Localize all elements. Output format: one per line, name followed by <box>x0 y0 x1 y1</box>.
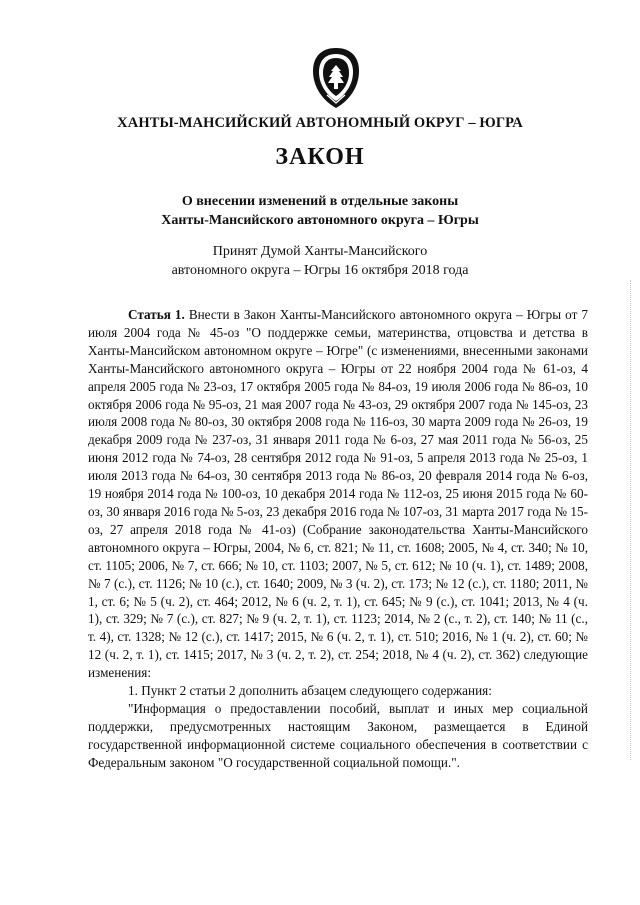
document-type-title: ЗАКОН <box>275 144 365 170</box>
adoption-line-2: автономного округа – Югры 16 октября 2018 года <box>171 263 469 278</box>
region-heading: ХАНТЫ-МАНСИЙСКИЙ АВТОНОМНЫЙ ОКРУГ – ЮГРА <box>117 115 523 131</box>
item-1-paragraph: 1. Пункт 2 статьи 2 дополнить абзацем следующего содержания: <box>128 683 492 699</box>
quoted-paragraph: "Информация о предоставлении пособий, выплат и иных мер социальной поддержки, предусмотренных настоящим Законом, размещается в Единой государственной информационной системе социального обеспечения в соответствии с Федеральным законом "О государственной социальной помощи.". <box>88 700 588 770</box>
law-subject-line-1: О внесении изменений в отдельные законы <box>181 194 459 209</box>
article-text: Внести в Закон Ханты-Мансийского автономного округа – Югры от 7 июля 2004 года № 45-оз "О поддержке семьи, материнства, отцовства и детства в Ханты-Мансийском автономном округе – Югре" (с изменениями, внесенными законами Ханты-Мансийского автономного округа – Югры от 22 ноября 2004 года № 61-оз, 4 апреля 2005 года № 23-оз, 17 октября 2005 года № 84-оз, 19 июля 2006 года № 86-оз, 10 октября 2006 года № 95-оз, 21 мая 2007 года № 43-оз, 29 октября 2007 года № 145-оз, 23 июля 2008 года № 80-оз, 30 октября 2008 года № 116-оз, 30 марта 2009 года № 26-оз, 19 декабря 2009 года № 237-оз, 31 января 2011 года № 6-оз, 27 мая 2011 года № 56-оз, 25 июня 2012 года № 74-оз, 28 сентября 2012 года № 91-оз, 5 апреля 2013 года № 25-оз, 1 июля 2013 года № 64-оз, 30 сентября 2013 года № 86-оз, 20 февраля 2014 года № 6-оз, 19 ноября 2014 года № 100-оз, 10 декабря 2014 года № 112-оз, 25 июня 2015 года № 60-оз, 30 января 2016 года № 5-оз, 23 декабря 2016 года № 107-оз, 31 марта 2017 года № 15-оз, 27 апреля 2018 года № 41-оз) (Собрание законодательства Ханты-Мансийского автономного округа – Югры, 2004, № 6, ст. 821; № 11, ст. 1608; 2005, № 4, ст. 340; № 10, ст. 1105; 2006, № 7, ст. 666; № 10, ст. 1103; 2007, № 5, ст. 612; № 10 (ч. 1), ст. 1489; 2008, № 7 (с.), ст. 1126; № 10 (с.), ст. 1640; 2009, № 3 (ч. 2), ст. 173; № 12 (с.), ст. 1180; 2011, № 1, ст. 6; № 5 (ч. 2), ст. 464; 2012, № 6 (ч. 2, т. 1), ст. 645; № 9 (с.), ст. 1041; 2013, № 4 (ч. 1), ст. 329; № 7 (с.), ст. 827; № 9 (ч. 2, т. 1), ст. 1123; 2014, № 2 (с., т. 2), ст. 140; № 11 (с., т. 4), ст. 1328; № 12 (с.), ст. 1417; 2015, № 6 (ч. 2, т. 1), ст. 510; 2016, № 1 (ч. 2), ст. 60; № 12 (ч. 2, т. 1), ст. 1415; 2017, № 3 (ч. 2, т. 2), ст. 254; 2018, № 4 (ч. 2), ст. 362) следующие изменения: <box>88 307 588 681</box>
law-subject <box>0 192 640 230</box>
adoption-line-1: Принят Думой Ханты-Мансийского <box>212 244 428 259</box>
document-body <box>88 306 588 772</box>
article-1-paragraph <box>88 306 588 682</box>
law-subject-line-2: Ханты-Мансийского автономного округа – Югры <box>161 213 479 228</box>
coat-of-arms-emblem <box>309 45 363 111</box>
scan-margin-marks <box>630 280 632 760</box>
article-label: Статья 1. <box>128 307 185 322</box>
adoption-statement <box>0 242 640 280</box>
